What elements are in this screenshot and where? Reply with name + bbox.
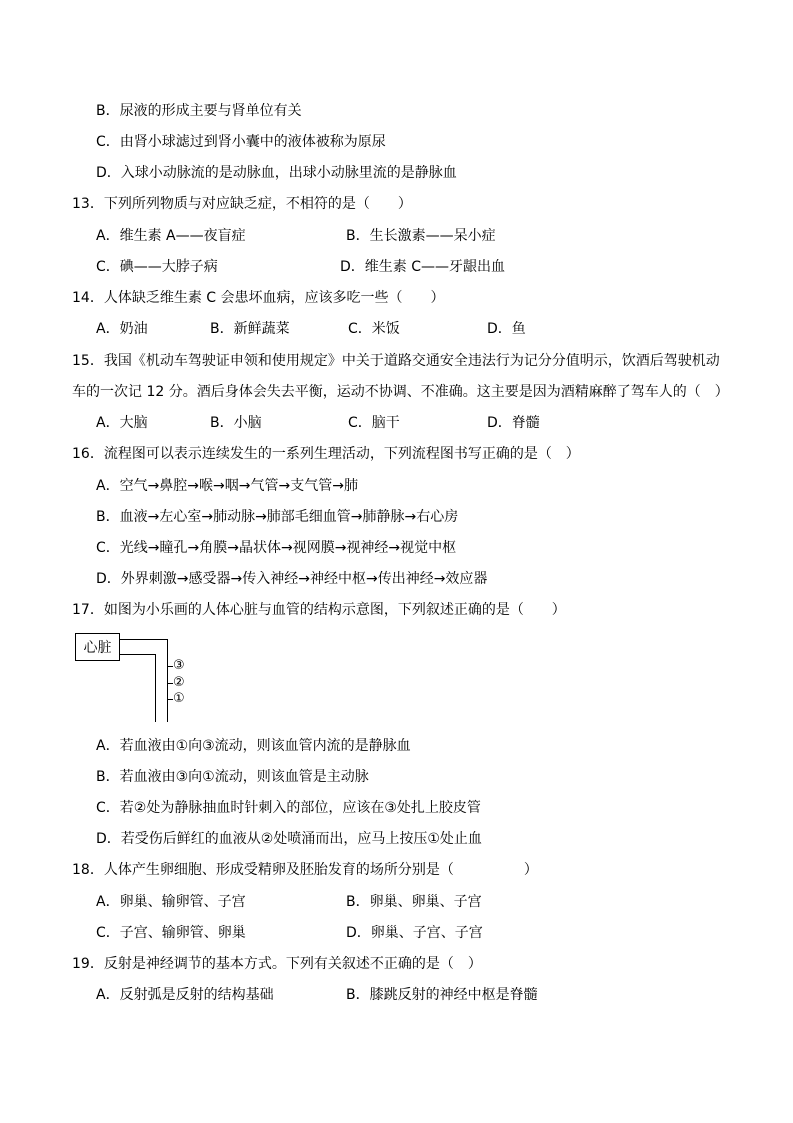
q12-option-c: C．由肾小球滤过到肾小囊中的液体被称为原尿 bbox=[96, 134, 386, 150]
q18-option-c: C．子宫、输卵管、卵巢 bbox=[96, 925, 246, 941]
heart-label: 心脏 bbox=[83, 640, 112, 656]
q17-option-b: B．若血液由③向①流动，则该血管是主动脉 bbox=[96, 769, 369, 785]
label-3: ③ bbox=[173, 658, 185, 673]
q13-option-b: B．生长激素——呆小症 bbox=[346, 228, 496, 244]
q17-option-a: A．若血液由①向③流动，则该血管内流的是静脉血 bbox=[96, 738, 411, 754]
q13-option-a: A．维生素 A——夜盲症 bbox=[96, 228, 246, 244]
q15-option-c: C．脑干 bbox=[348, 415, 400, 431]
q18-option-d: D．卵巢、子宫、子宫 bbox=[346, 925, 483, 941]
vessel-connector-bottom bbox=[120, 654, 155, 655]
q17-option-d: D．若受伤后鲜红的血液从②处喷涌而出，应马上按压①处止血 bbox=[96, 831, 482, 847]
q12-option-d: D．入球小动脉流的是动脉血，出球小动脉里流的是静脉血 bbox=[96, 165, 457, 181]
q19-stem: 19．反射是神经调节的基本方式。下列有关叙述不正确的是（ ） bbox=[72, 956, 482, 972]
q13-stem: 13．下列所列物质与对应缺乏症，不相符的是（ ） bbox=[72, 196, 412, 212]
q19-option-a: A．反射弧是反射的结构基础 bbox=[96, 987, 274, 1003]
q14-option-c: C．米饭 bbox=[348, 321, 400, 337]
q16-option-a: A．空气→鼻腔→喉→咽→气管→支气管→肺 bbox=[96, 478, 358, 494]
q16-option-b: B．血液→左心室→肺动脉→肺部毛细血管→肺静脉→右心房 bbox=[96, 509, 459, 525]
q13-option-d: D．维生素 C——牙龈出血 bbox=[340, 259, 506, 275]
q18-option-b: B．卵巢、卵巢、子宫 bbox=[346, 894, 482, 910]
q15-option-b: B．小脑 bbox=[210, 415, 262, 431]
vessel-connector-top bbox=[120, 639, 167, 640]
q16-option-c: C．光线→瞳孔→角膜→晶状体→视网膜→视神经→视觉中枢 bbox=[96, 540, 457, 556]
q17-stem: 17．如图为小乐画的人体心脏与血管的结构示意图，下列叙述正确的是（ ） bbox=[72, 602, 566, 618]
q18-stem: 18．人体产生卵细胞、形成受精卵及胚胎发育的场所分别是（ ） bbox=[72, 862, 538, 878]
q15-option-d: D．脊髓 bbox=[487, 415, 540, 431]
q14-option-b: B．新鲜蔬菜 bbox=[210, 321, 290, 337]
heart-vessel-diagram bbox=[72, 630, 212, 725]
q17-option-c: C．若②处为静脉抽血时针刺入的部位，应该在③处扎上胶皮管 bbox=[96, 800, 481, 816]
q12-option-b: B．尿液的形成主要与肾单位有关 bbox=[96, 103, 302, 119]
q16-stem: 16．流程图可以表示连续发生的一系列生理活动，下列流程图书写正确的是（ ） bbox=[72, 446, 580, 462]
q15-option-a: A．大脑 bbox=[96, 415, 148, 431]
q19-option-b: B．膝跳反射的神经中枢是脊髓 bbox=[346, 987, 538, 1003]
q15-stem-line1: 15．我国《机动车驾驶证申领和使用规定》中关于道路交通安全违法行为记分分值明示，饮酒后驾驶机动 bbox=[72, 353, 720, 369]
q14-option-d: D．鱼 bbox=[487, 321, 526, 337]
label-1: ① bbox=[173, 691, 185, 706]
vessel-line-left bbox=[155, 654, 156, 722]
q14-stem: 14．人体缺乏维生素 C 会患坏血病，应该多吃一些（ ） bbox=[72, 290, 445, 306]
q16-option-d: D．外界刺激→感受器→传入神经→神经中枢→传出神经→效应器 bbox=[96, 571, 488, 587]
label-2: ② bbox=[173, 675, 185, 690]
q14-option-a: A．奶油 bbox=[96, 321, 148, 337]
q15-stem-line2: 车的一次记 12 分。酒后身体会失去平衡，运动不协调、不准确。这主要是因为酒精麻醉了驾车人的（ ） bbox=[72, 384, 729, 400]
vessel-line-outer-top bbox=[167, 639, 168, 657]
q13-option-c: C．碘——大脖子病 bbox=[96, 259, 218, 275]
q18-option-a: A．卵巢、输卵管、子宫 bbox=[96, 894, 246, 910]
heart-box bbox=[75, 633, 120, 661]
